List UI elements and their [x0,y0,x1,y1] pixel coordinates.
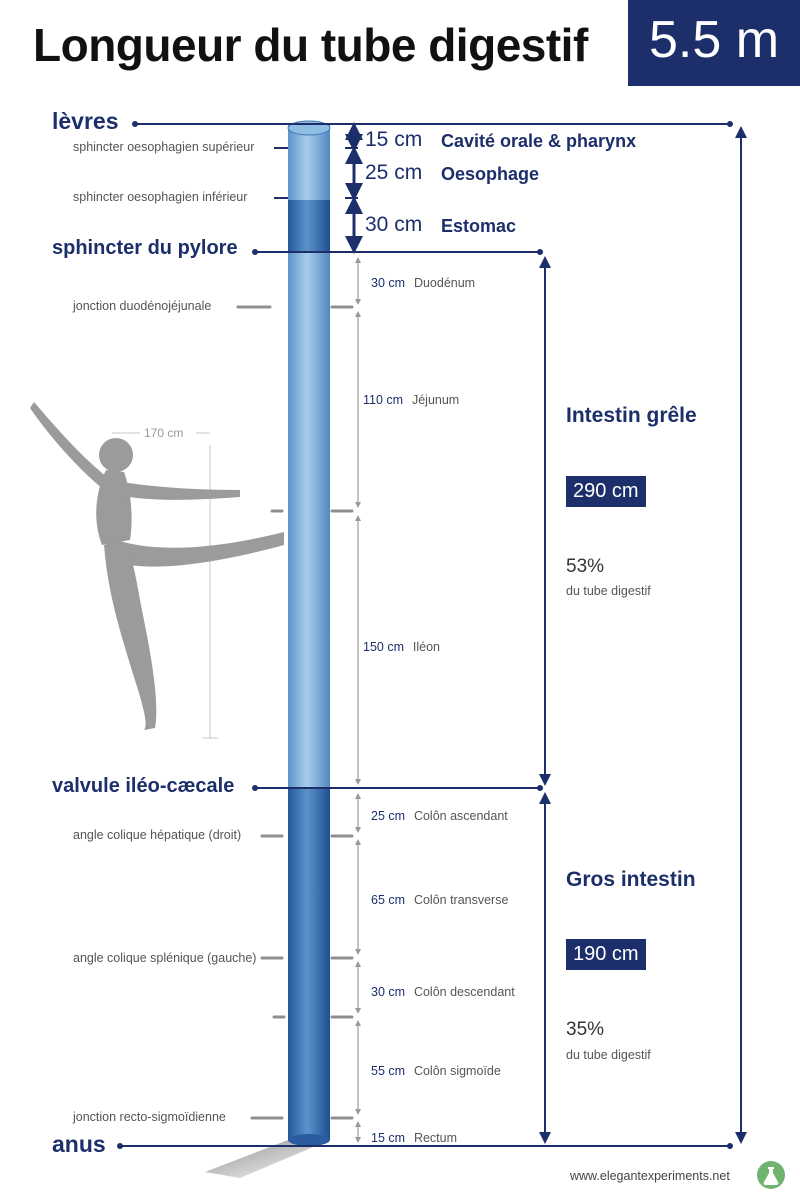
large-intestine-segment [371,807,508,825]
segment-value: 30 cm [371,276,406,290]
junction-duodeno: jonction duodénojéjunale [73,299,212,313]
landmark-anus: anus [52,1131,106,1157]
landmark-valvule: valvule iléo-cæcale [52,775,235,797]
angle-hepatique: angle colique hépatique (droit) [73,828,242,842]
segment-name: Colôn sigmoïde [413,1064,501,1078]
dancer-height-label: 170 cm [144,426,184,440]
sphincter-oeso-inf: sphincter oesophagien inférieur [73,190,248,204]
small-intestine-title: Intestin grêle [566,404,697,427]
segment-value: 30 cm [371,985,406,999]
segment-value: 25 cm [365,161,423,184]
segment-value: 110 cm [363,393,404,407]
website-link[interactable]: www.elegantexperiments.net [570,1169,730,1183]
segment-name: Jéjunum [411,393,460,407]
segment-name: Colôn descendant [413,985,515,999]
segment-name: Iléon [412,640,440,654]
segment-name: Estomac [441,216,517,236]
segment-value: 25 cm [371,809,406,823]
segment-name: Oesophage [441,164,540,184]
small-intestine-segment [363,638,440,656]
page-title: Longueur du tube digestif [33,19,588,71]
digestive-tube [288,121,330,1146]
large-intestine-title: Gros intestin [566,868,696,891]
segment-name: Rectum [413,1131,458,1145]
segment-value: 55 cm [371,1064,406,1078]
small-intestine-segment [363,391,459,409]
dancer-silhouette [30,402,284,730]
large-intestine-segment [371,891,508,909]
segment-name: Cavité orale & pharynx [441,131,637,151]
segment-value: 15 cm [365,128,423,151]
large-intestine-percent: 35% [566,1019,605,1040]
large-intestine-segment [371,1062,501,1080]
small-intestine-percent: 53% [566,556,605,577]
total-length-value: 5.5 m [648,11,780,69]
large-intestine-note: du tube digestif [566,1048,651,1062]
junction-recto: jonction recto-sigmoïdienne [73,1110,226,1124]
small-intestine-length: 290 cm [566,476,646,507]
small-intestine-note: du tube digestif [566,584,651,598]
small-intestine-segment [371,274,475,292]
sphincter-oeso-sup: sphincter oesophagien supérieur [73,140,255,154]
segment-value: 65 cm [371,893,406,907]
large-intestine-segment [371,1129,457,1147]
angle-splenique: angle colique splénique (gauche) [73,951,257,965]
segment-name: Duodénum [413,276,476,290]
segment-value: 15 cm [371,1131,406,1145]
flask-logo-icon [756,1160,786,1190]
large-intestine-segment [371,983,515,1001]
large-intestine-length: 190 cm [566,939,646,970]
segment-name: Colôn transverse [413,893,509,907]
landmark-pylore: sphincter du pylore [52,237,238,259]
segment-value: 150 cm [363,640,404,654]
segment-name: Colôn ascendant [413,809,508,823]
segment-value: 30 cm [365,213,423,236]
section-arrows [545,132,741,1138]
landmark-levres: lèvres [52,108,119,134]
